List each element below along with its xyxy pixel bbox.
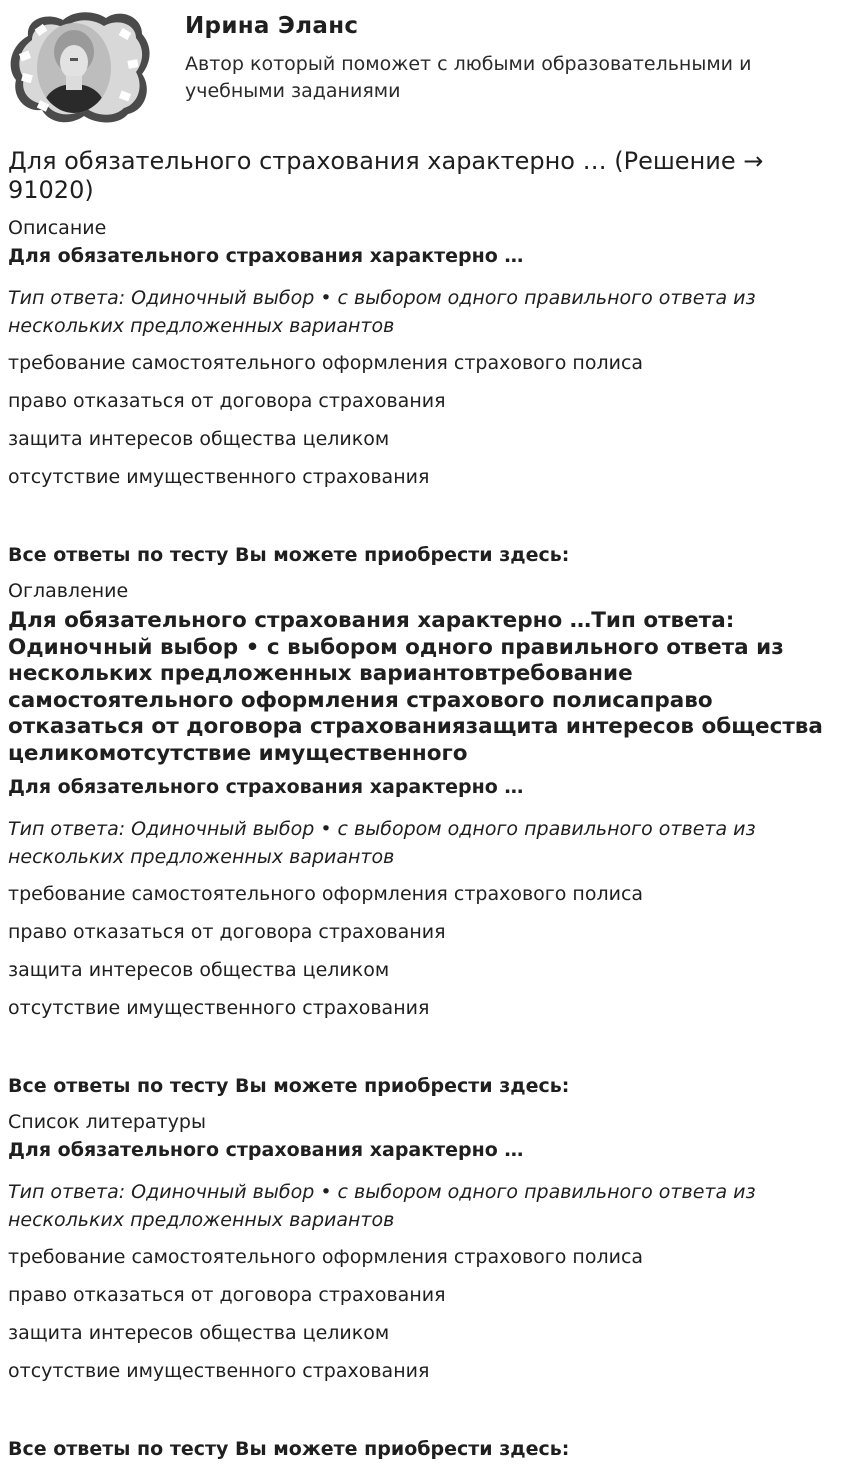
answer-option: отсутствие имущественного страхования — [8, 1360, 430, 1382]
answer-option: защита интересов общества целиком — [8, 959, 390, 981]
answer-type: Тип ответа: Одиночный выбор • с выбором одного правильного ответа из нескольких предложенных вариантов — [8, 1181, 756, 1231]
answer-option: защита интересов общества целиком — [8, 428, 390, 450]
buy-answers-text: Все ответы по тесту Вы можете приобрести здесь: — [8, 1438, 570, 1460]
references-label: Список литературы — [8, 1111, 206, 1133]
buy-answers-text: Все ответы по тесту Вы можете приобрести здесь: — [8, 544, 570, 566]
description-label: Описание — [8, 217, 107, 239]
author-name[interactable]: Ирина Эланс — [185, 13, 359, 39]
author-description: Автор который поможет с любыми образовательными и учебными заданиями — [185, 53, 752, 102]
question-text: Для обязательного страхования характерно … — [8, 245, 524, 267]
answer-option: требование самостоятельного оформления страхового полиса — [8, 883, 644, 905]
buy-answers-text: Все ответы по тесту Вы можете приобрести здесь: — [8, 1075, 570, 1097]
answer-type: Тип ответа: Одиночный выбор • с выбором одного правильного ответа из нескольких предложенных вариантов — [8, 287, 756, 337]
main-content — [8, 147, 828, 1474]
answer-option: отсутствие имущественного страхования — [8, 466, 430, 488]
answer-option: защита интересов общества целиком — [8, 1322, 390, 1344]
answer-option: право отказаться от договора страхования — [8, 1284, 446, 1306]
answer-type: Тип ответа: Одиночный выбор • с выбором одного правильного ответа из нескольких предложенных вариантов — [8, 818, 756, 868]
answer-option: право отказаться от договора страхования — [8, 390, 446, 412]
answer-option: требование самостоятельного оформления страхового полиса — [8, 352, 644, 374]
answer-option: право отказаться от договора страхования — [8, 921, 446, 943]
toc-heading: Для обязательного страхования характерно …Тип ответа: Одиночный выбор • с выбором одного правильного ответа из нескольких предложенных вариантовтребование самостоятельного оформления страхового полисаправо отказаться от договора страхованиязащита интересов общества целикомотсутствие имущественного — [8, 608, 823, 766]
author-header — [8, 8, 838, 126]
question-text: Для обязательного страхования характерно … — [8, 1139, 524, 1161]
answer-option: требование самостоятельного оформления страхового полиса — [8, 1246, 644, 1268]
page-title: Для обязательного страхования характерно … (Решение → 91020) — [8, 147, 764, 204]
answer-option: отсутствие имущественного страхования — [8, 997, 430, 1019]
toc-label: Оглавление — [8, 580, 129, 602]
question-text: Для обязательного страхования характерно … — [8, 776, 524, 798]
author-avatar[interactable] — [8, 8, 150, 126]
